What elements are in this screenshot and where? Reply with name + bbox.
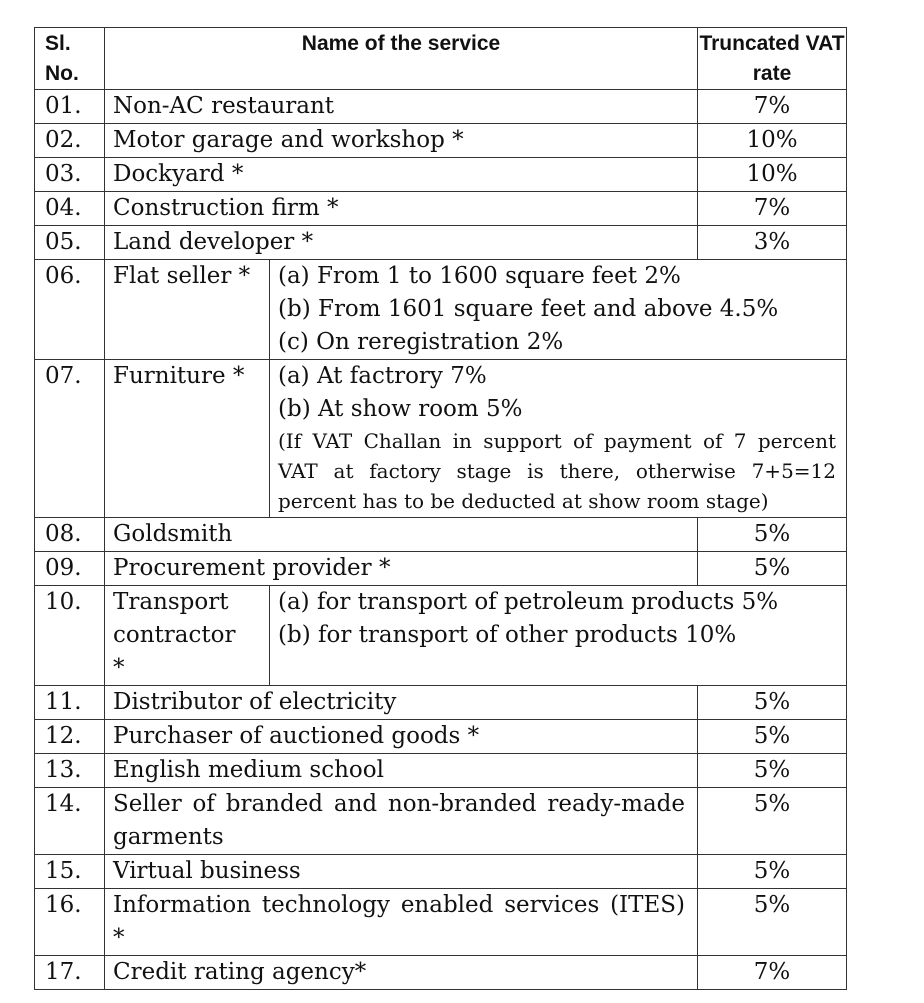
service-details bbox=[270, 586, 847, 686]
table-row bbox=[35, 192, 847, 226]
service-name: English medium school bbox=[105, 754, 698, 788]
service-name: Distributor of electricity bbox=[105, 686, 698, 720]
detail-line: (a) for transport of petroleum products 5% bbox=[278, 589, 779, 615]
table-row bbox=[35, 855, 847, 889]
detail-line: (b) for transport of other products 10% bbox=[278, 622, 737, 648]
service-name: Non-AC restaurant bbox=[105, 90, 698, 124]
sl-no: 07. bbox=[35, 360, 105, 518]
sl-no: 06. bbox=[35, 260, 105, 360]
vat-rate: 5% bbox=[698, 788, 847, 855]
vat-rate: 5% bbox=[698, 754, 847, 788]
vat-rate: 3% bbox=[698, 226, 847, 260]
table-row bbox=[35, 360, 847, 518]
service-name: Land developer * bbox=[105, 226, 698, 260]
vat-rate: 7% bbox=[698, 192, 847, 226]
vat-rate: 5% bbox=[698, 855, 847, 889]
table-row bbox=[35, 889, 847, 956]
sl-no: 08. bbox=[35, 518, 105, 552]
vat-rate: 7% bbox=[698, 90, 847, 124]
table-row bbox=[35, 158, 847, 192]
sl-no: 01. bbox=[35, 90, 105, 124]
table-row bbox=[35, 720, 847, 754]
service-name: Virtual business bbox=[105, 855, 698, 889]
table-row bbox=[35, 260, 847, 360]
sl-no: 12. bbox=[35, 720, 105, 754]
table-row bbox=[35, 586, 847, 686]
table-row bbox=[35, 552, 847, 586]
service-name: Transport contractor * bbox=[105, 586, 270, 686]
sl-no: 14. bbox=[35, 788, 105, 855]
sl-no: 13. bbox=[35, 754, 105, 788]
vat-rate: 7% bbox=[698, 956, 847, 990]
service-details bbox=[270, 260, 847, 360]
header-vat-rate: Truncated VAT rate bbox=[698, 28, 847, 90]
table-row bbox=[35, 518, 847, 552]
service-name: Construction firm * bbox=[105, 192, 698, 226]
sl-no: 02. bbox=[35, 124, 105, 158]
service-name: Flat seller * bbox=[105, 260, 270, 360]
sl-no: 04. bbox=[35, 192, 105, 226]
service-details bbox=[270, 360, 847, 518]
table-row bbox=[35, 124, 847, 158]
vat-rate: 5% bbox=[698, 518, 847, 552]
sl-no: 15. bbox=[35, 855, 105, 889]
sl-no: 11. bbox=[35, 686, 105, 720]
sl-no: 09. bbox=[35, 552, 105, 586]
service-name: Information technology enabled services (ITES) * bbox=[105, 889, 698, 956]
table-row bbox=[35, 90, 847, 124]
vat-rate: 5% bbox=[698, 889, 847, 956]
vat-rate-table bbox=[34, 27, 847, 990]
service-name: Goldsmith bbox=[105, 518, 698, 552]
vat-rate: 5% bbox=[698, 720, 847, 754]
sl-no: 17. bbox=[35, 956, 105, 990]
detail-line: (c) On reregistration 2% bbox=[278, 329, 564, 355]
vat-rate: 10% bbox=[698, 158, 847, 192]
service-name: Dockyard * bbox=[105, 158, 698, 192]
vat-rate: 5% bbox=[698, 552, 847, 586]
table-header-row bbox=[35, 28, 847, 90]
service-name: Procurement provider * bbox=[105, 552, 698, 586]
sl-no: 05. bbox=[35, 226, 105, 260]
vat-rate: 10% bbox=[698, 124, 847, 158]
service-name: Motor garage and workshop * bbox=[105, 124, 698, 158]
header-sl-no: Sl. No. bbox=[35, 28, 105, 90]
service-name: Seller of branded and non-branded ready-made garments bbox=[105, 788, 698, 855]
detail-note: (If VAT Challan in support of payment of 7 percent VAT at factory stage is there, otherwise 7+5=12 percent has to be deducted at show room stage) bbox=[278, 429, 836, 513]
detail-line: (b) From 1601 square feet and above 4.5% bbox=[278, 296, 779, 322]
table-row bbox=[35, 956, 847, 990]
table-row bbox=[35, 226, 847, 260]
service-name: Credit rating agency* bbox=[105, 956, 698, 990]
sl-no: 03. bbox=[35, 158, 105, 192]
service-name: Furniture * bbox=[105, 360, 270, 518]
detail-line: (a) From 1 to 1600 square feet 2% bbox=[278, 263, 681, 289]
detail-line: (a) At factrory 7% bbox=[278, 363, 487, 389]
detail-line: (b) At show room 5% bbox=[278, 396, 523, 422]
table-row bbox=[35, 788, 847, 855]
vat-rate: 5% bbox=[698, 686, 847, 720]
table-row bbox=[35, 686, 847, 720]
sl-no: 10. bbox=[35, 586, 105, 686]
sl-no: 16. bbox=[35, 889, 105, 956]
service-name: Purchaser of auctioned goods * bbox=[105, 720, 698, 754]
header-service-name: Name of the service bbox=[105, 28, 698, 90]
table-row bbox=[35, 754, 847, 788]
